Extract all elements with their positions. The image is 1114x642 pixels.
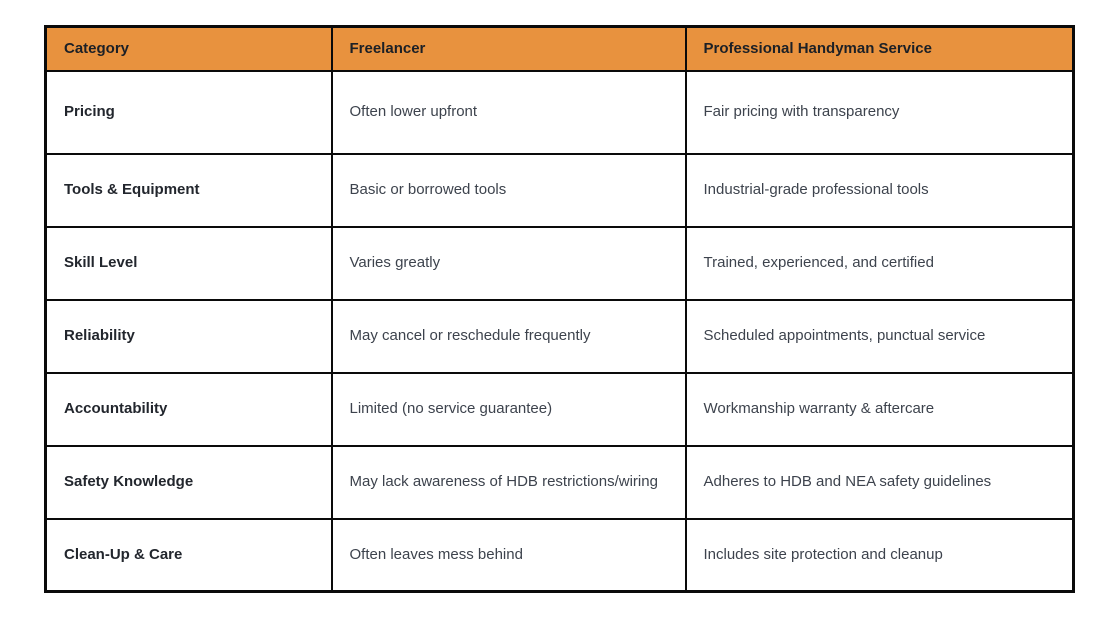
row-professional-value: Workmanship warranty & aftercare bbox=[686, 373, 1074, 446]
column-header-professional: Professional Handyman Service bbox=[686, 27, 1074, 71]
row-category: Pricing bbox=[46, 71, 332, 154]
row-freelancer-value: May lack awareness of HDB restrictions/wiring bbox=[332, 446, 686, 519]
table-row bbox=[46, 373, 1074, 446]
row-professional-value: Adheres to HDB and NEA safety guidelines bbox=[686, 446, 1074, 519]
freelancer-vs-handyman-table bbox=[44, 25, 1075, 593]
table-body bbox=[46, 71, 1074, 592]
row-freelancer-value: Limited (no service guarantee) bbox=[332, 373, 686, 446]
row-category: Accountability bbox=[46, 373, 332, 446]
row-freelancer-value: Basic or borrowed tools bbox=[332, 154, 686, 227]
column-header-freelancer: Freelancer bbox=[332, 27, 686, 71]
table-row bbox=[46, 71, 1074, 154]
row-category: Reliability bbox=[46, 300, 332, 373]
table-row bbox=[46, 300, 1074, 373]
row-category: Skill Level bbox=[46, 227, 332, 300]
table-row bbox=[46, 519, 1074, 592]
row-professional-value: Fair pricing with transparency bbox=[686, 71, 1074, 154]
row-freelancer-value: Varies greatly bbox=[332, 227, 686, 300]
comparison-table-container bbox=[44, 25, 1075, 593]
row-category: Tools & Equipment bbox=[46, 154, 332, 227]
table-header bbox=[46, 27, 1074, 71]
row-freelancer-value: May cancel or reschedule frequently bbox=[332, 300, 686, 373]
row-freelancer-value: Often leaves mess behind bbox=[332, 519, 686, 592]
row-category: Clean-Up & Care bbox=[46, 519, 332, 592]
row-professional-value: Scheduled appointments, punctual service bbox=[686, 300, 1074, 373]
row-professional-value: Trained, experienced, and certified bbox=[686, 227, 1074, 300]
table-row bbox=[46, 154, 1074, 227]
table-row bbox=[46, 446, 1074, 519]
column-header-category: Category bbox=[46, 27, 332, 71]
row-professional-value: Industrial-grade professional tools bbox=[686, 154, 1074, 227]
row-freelancer-value: Often lower upfront bbox=[332, 71, 686, 154]
header-row bbox=[46, 27, 1074, 71]
table-row bbox=[46, 227, 1074, 300]
row-professional-value: Includes site protection and cleanup bbox=[686, 519, 1074, 592]
row-category: Safety Knowledge bbox=[46, 446, 332, 519]
